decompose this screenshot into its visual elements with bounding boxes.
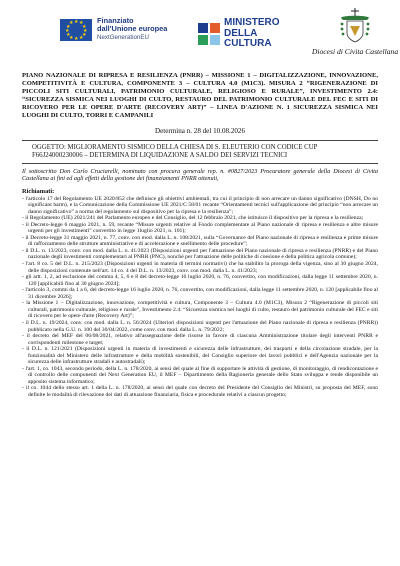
diocese-logo bbox=[310, 6, 400, 56]
list-item: - il D.L. n. 19/2024, conv. con mod. dalla L. n. 56/2024 (Ulteriori disposizioni urgenti per l'attuazione del Piano nazionale di ripresa e resilienza (PNRR)) pubblicato nella G.U. n. 100 del 30/04/2022, come conv. con mod. dalla L. n. 79/2022; bbox=[22, 320, 378, 333]
list-item: - il D.L. n. 13/2023, conv. con mod. dalla L. n. 41/2023 (Disposizioni urgenti per l'attuazione del Piano nazionale di ripresa e resilienza (PNRR) e del Piano nazionale degli investimenti complementari al PNRR (PNC), nonché per l'attuazione delle politiche di coesione e della politica agricola comune); bbox=[22, 248, 378, 261]
list-item: - il Regolamento (UE) 2021/241 del Parlamento europeo e del Consiglio, del 12 febbraio 2021, che istituisce il dispositivo per la ripresa e la resilienza; bbox=[22, 215, 378, 222]
list-item: - l'articolo 3, commi da 1 a 6, del decreto-legge 16 luglio 2020, n. 76, convertito, con modificazioni, dalla legge 11 settembre 2020, n. 120 [applicabile fino al 31 dicembre 2026]; bbox=[22, 287, 378, 300]
eu-funding-logo bbox=[60, 17, 167, 42]
list-item: - il Decreto-legge 6 maggio 2021, n. 59, recante “Misure urgenti relative al Fondo complementare al Piano nazionale di ripresa e resilienza e altre misure urgenti per gli investimenti” convertito in legge 1luglio 2021, n. 101); bbox=[22, 222, 378, 235]
eu-logo-line3: NextGenerationEU bbox=[97, 33, 149, 41]
diocese-name: Diocesi di Civita Castellana bbox=[311, 47, 399, 56]
richiamati-label: Richiamati: bbox=[22, 187, 55, 195]
eu-logo-line2: dall'Unione europea bbox=[97, 24, 168, 34]
header-logos bbox=[22, 0, 399, 72]
list-item: - gli artt. 1, 2, ad esclusione del comma 4, 5, 6 e 8 del decreto-legge 16 luglio 2020, n. 76, convertito, con modificazioni, dalla legge 11 settembre 2020, n. 120 [applicabili fino al 30 giugno 2024]; bbox=[22, 274, 378, 287]
diocese-crest-icon bbox=[337, 6, 373, 46]
list-item: - l'art. 1, co. 1043, secondo periodo, della L. n. 178/2020, ai sensi del quale al fine di supportare le attività di gestione, di monitoraggio, di rendicontazione e di controllo delle componenti del Next Generation EU, il MEF – Dipartimento della Ragioneria generale dello Stato sviluppa e rende disponibile un apposito sistema informatico; bbox=[22, 366, 378, 386]
signatory-intro: Il sottoscritto Don Carlo Cruciarelli, nominato con procura generale rep. n. #0827/2023 Procuratore generale della Diocesi di Civita Castellana ai fini ed agli effetti della gestione dei finanziamenti PNRR ottenuti, bbox=[22, 167, 378, 183]
list-item: - il decreto del MEF del 06/08/2021, relativo all'assegnazione delle risorse in favore di ciascuna Amministrazione titolare degli interventi PNRR e corrispondenti milestone e target; bbox=[22, 333, 378, 346]
list-item: - l'articolo 17 del Regolamento UE 2020/852 che definisce gli obiettivi ambientali, tra cui il principio di non arrecare un danno significativo (DNSH, Do no significant harm), e la Comunicazione della Commissione UE 2021/C 58/01 recante “Orientamenti tecnici sull'applicazione del principio “non arrecare un danno significativo” a norma del regolamento sul dispositivo per la ripresa e la resilienza”; bbox=[22, 196, 378, 216]
list-item: - la Missione 1 – Digitalizzazione, innovazione, competitività e cultura, Componente 3 – Cultura 4.0 (M1C3), Misura 2 “Rigenerazione di piccoli siti culturali, patrimonio culturale, religioso e rurale”, Investimento 2.4: “Sicurezza sismica nei luoghi di culto, restauro del patrimonio culturale del FEC e siti di ricovero per le opere d'arte (Recovery Art)”; bbox=[22, 300, 378, 320]
list-item: - il co. 1044 dello stesso art. 1 della L. n. 178/2020, ai sensi del quale con decreto del Presidente del Consiglio dei Ministri, su proposta del MEF, sono definite le modalità di rilevazione dei dati di attuazione finanziaria, fisica e procedurale relativi a ciascun progetto; bbox=[22, 385, 378, 398]
list-item: - l'art. 8 co. 5 del D.L. n. 215/2023 (Disposizioni urgenti in materia di termini normativi) che ha stabilito la proroga della vigenza, sino al 30 giugno 2024, delle disposizioni contenute nell'art. 14 co. 4 del D.L. n. 13/2023, conv. con mod. dalla L. n. 41/2023; bbox=[22, 261, 378, 274]
list-item: - il Decreto-legge 31 maggio 2021, n. 77, conv. con mod. dalla L. n. 108/2021, sulla “Governance del Piano nazionale di ripresa e resilienza e prime misure di rafforzamento delle strutture amministrative e di accelerazione e snellimento delle procedure”; bbox=[22, 235, 378, 248]
ministry-logo-line3: CULTURA bbox=[224, 38, 272, 49]
ministry-logo-line2: DELLA bbox=[224, 27, 258, 39]
determina-number: Determina n. 28 del 10.08.2026 bbox=[154, 126, 246, 135]
programme-heading: PIANO NAZIONALE DI RIPRESA E RESILIENZA (PNRR) – MISSIONE 1 – DIGITALIZZAZIONE, INNOVAZIONE, COMPETITIVITÀ E CULTURA, COMPONENTE 3 – CULTURA 4.0 (M1C3). MISURA 2 “RIGENERAZIONE DI PICCOLI SITI CULTURALI, PATRIMONIO CULTURALE, RELIGIOSO E RURALE”, INVESTIMENTO 2.4: “SICUREZZA SISMICA NEI LUOGHI DI CULTO, RESTAURO DEL PATRIMONIO CULTURALE DEL FEC E SITI DI RICOVERO PER LE OPERE D'ARTE (RECOVERY ART)” – LINEA D'AZIONE N. 1 SICUREZZA SISMICA NEI LUOGHI DI CULTO, TORRI E CAMPANILI bbox=[22, 72, 378, 120]
ministry-logo-line1: MINISTERO bbox=[224, 17, 280, 28]
subject-box: OGGETTO: MIGLIORAMENTO SISMICO DELLA CHIESA DI S. ELEUTERIO CON CODICE CUP F66J24000230006 – DETERMINA DI LIQUIDAZIONE A SALDO DEI SERVIZI TECNICI bbox=[22, 140, 378, 164]
ministry-mark-icon bbox=[198, 23, 220, 45]
eu-logo-line1: Finanziato bbox=[97, 16, 134, 25]
ministry-culture-logo bbox=[198, 18, 280, 50]
eu-flag-icon: ★ ★ ★ ★ ★ ★ ★ ★ ★ ★ ★ ★ bbox=[60, 19, 92, 41]
list-item: - il D.L. n. 121/2021 (Disposizioni urgenti in materia di investimenti e sicurezza delle infrastrutture, dei trasporti e della circolazione stradale, per la funzionalità del Ministero delle infrastrutture e della mobilità sostenibili, del Consiglio superiore dei lavori pubblici e dell'Agenzia nazionale per la sicurezza delle infrastrutture stradali e autostradali); bbox=[22, 346, 378, 366]
legal-references-list bbox=[22, 196, 378, 399]
